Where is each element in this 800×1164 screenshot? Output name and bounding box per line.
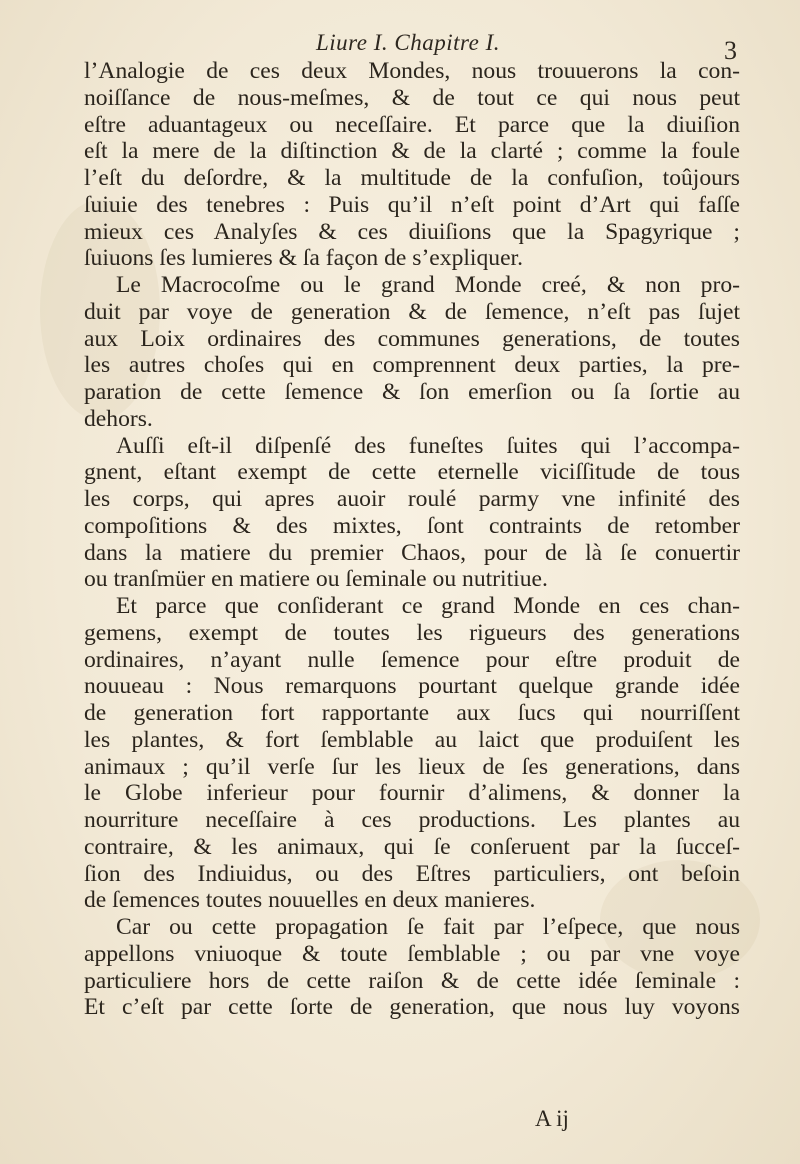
text-line: ſuiuie des tenebres : Puis qu’il n’eſt point d’Art qui faſſe <box>84 191 740 218</box>
text-line: duit par voye de generation & de ſemence, n’eſt pas ſujet <box>84 298 740 325</box>
signature-mark: A ij <box>535 1106 569 1131</box>
text-line: l’Analogie de ces deux Mondes, nous trouuerons la con- <box>84 58 740 84</box>
text-line: ordinaires, n’ayant nulle ſemence pour eſtre produit de <box>84 646 740 673</box>
text-line: l’eſt du deſordre, & la multitude de la confuſion, toûjours <box>84 165 740 191</box>
text-line: eſtre aduantageux ou neceſſaire. Et parce que la diuiſion <box>84 111 740 138</box>
text-line: Auſſi eſt-il diſpenſé des funeſtes ſuites qui l’accompa- <box>116 432 740 459</box>
text-line: dehors. <box>84 405 153 432</box>
text-line: ſuiuons ſes lumieres & ſa façon de s’expliquer. <box>84 245 523 272</box>
text-line: les autres choſes qui en comprennent deux parties, la pre- <box>84 352 740 379</box>
text-line: Et parce que conſiderant ce grand Monde en ces chan- <box>116 593 740 619</box>
text-line: les corps, qui apres auoir roulé parmy vne infinité des <box>84 486 740 512</box>
running-head: Liure I. Chapitre I. <box>316 30 500 55</box>
text-line: animaux ; qu’il verſe ſur les lieux de ſes generations, dans <box>84 753 740 780</box>
text-line: mieux ces Analyſes & ces diuiſions que la Spagyrique ; <box>84 218 740 245</box>
text-line: aux Loix ordinaires des communes generations, de toutes <box>84 325 740 352</box>
text-line: Le Macrocoſme ou le grand Monde creé, & non pro- <box>116 272 740 298</box>
text-line: gemens, exempt de toutes les rigueurs des generations <box>84 619 740 646</box>
text-line: de generation fort rapportante aux ſucs qui nourriſſent <box>84 700 740 726</box>
text-line: compoſitions & des mixtes, ſont contraints de retomber <box>84 512 740 539</box>
text-line: gnent, eſtant exempt de cette eternelle viciſſitude de tous <box>84 459 740 486</box>
text-line: contraire, & les animaux, qui ſe conſeruent par la ſucceſ- <box>84 833 740 860</box>
text-line: Et c’eſt par cette ſorte de generation, que nous luy voyons <box>84 994 740 1021</box>
text-line: Car ou cette propagation ſe fait par l’eſpece, que nous <box>116 914 740 940</box>
page-number: 3 <box>724 36 737 65</box>
text-line: particuliere hors de cette raiſon & de cette idée ſeminale : <box>84 967 740 994</box>
text-line: les plantes, & fort ſemblable au laict que produiſent les <box>84 726 740 753</box>
text-line: appellons vniuoque & toute ſemblable ; ou par vne voye <box>84 940 740 967</box>
text-line: nouueau : Nous remarquons pourtant quelque grande idée <box>84 673 740 700</box>
text-line: eſt la mere de la diſtinction & de la clarté ; comme la foule <box>84 138 740 165</box>
text-line: le Globe inferieur pour fournir d’alimens, & donner la <box>84 780 740 807</box>
text-line: noiſſance de nous-meſmes, & de tout ce qui nous peut <box>84 84 740 111</box>
text-line: ſion des Indiuidus, ou des Eſtres particuliers, ont beſoin <box>84 860 740 887</box>
body-text <box>84 58 740 1021</box>
text-line: ou tranſmüer en matiere ou ſeminale ou nutritiue. <box>84 566 548 593</box>
text-line: dans la matiere du premier Chaos, pour de là ſe conuertir <box>84 539 740 566</box>
text-line: paration de cette ſemence & ſon emerſion ou ſa ſortie au <box>84 379 740 405</box>
text-line: nourriture neceſſaire à ces productions. Les plantes au <box>84 807 740 833</box>
text-line: de ſemences toutes nouuelles en deux manieres. <box>84 887 536 914</box>
